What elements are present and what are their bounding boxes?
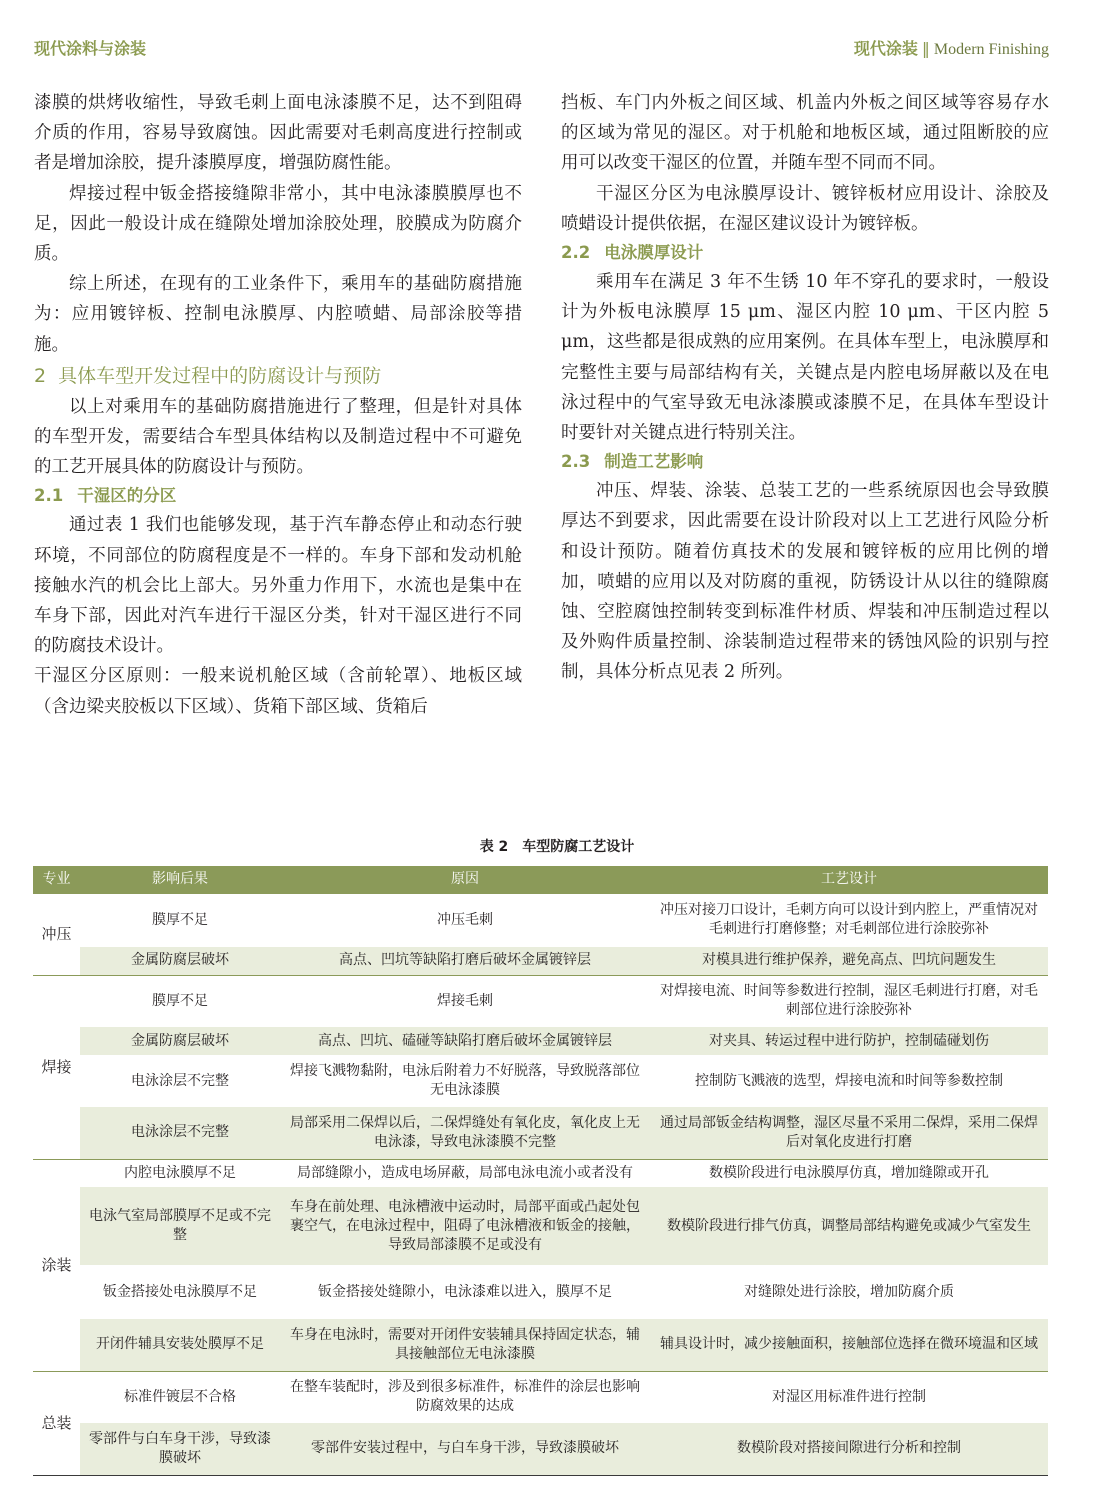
journal-name-en: Modern Finishing <box>933 41 1049 58</box>
table-header-row <box>33 866 1048 893</box>
effect-cell: 膜厚不足 <box>80 893 280 947</box>
subsection-heading <box>561 239 1049 267</box>
table-group <box>33 975 1048 1159</box>
cause-cell: 钣金搭接处缝隙小，电泳漆难以进入，膜厚不足 <box>280 1265 650 1319</box>
paragraph: 焊接过程中钣金搭接缝隙非常小，其中电泳漆膜膜厚也不足，因此一般设计成在缝隙处增加涂胶处理，胶膜成为防腐介质。 <box>34 183 522 265</box>
subsection-heading <box>34 482 522 510</box>
table-row <box>33 1423 1048 1475</box>
table-row <box>33 1319 1048 1371</box>
table-row <box>33 1371 1048 1423</box>
subsection-title: 干湿区的分区 <box>77 486 177 506</box>
cause-cell: 车身在电泳时，需要对开闭件安装辅具保持固定状态，辅具接触部位无电泳漆膜 <box>280 1319 650 1371</box>
table-row <box>33 1027 1048 1055</box>
paragraph: 干湿区分区原则：一般来说机舱区域（含前轮罩）、地板区域（含边梁夹胶板以下区域）、货箱下部区域、货箱后 <box>34 666 522 717</box>
journal-title-right <box>854 36 1049 59</box>
separator: ‖ <box>921 39 930 58</box>
effect-cell: 钣金搭接处电泳膜厚不足 <box>80 1265 280 1319</box>
table-group <box>33 1159 1048 1371</box>
design-cell: 对缝隙处进行涂胶，增加防腐介质 <box>650 1265 1048 1319</box>
table-group <box>33 893 1048 975</box>
design-cell: 数模阶段进行电泳膜厚仿真，增加缝隙或开孔 <box>650 1159 1048 1187</box>
paragraph: 乘用车在满足 3 年不生锈 10 年不穿孔的要求时，一般设计为外板电泳膜厚 15 μm、湿区内腔 10 μm、干区内腔 5 μm，这些都是很成熟的应用案例。在具体车型上，电泳膜厚和完整性主要与局部结构有关，关键点是内腔电场屏蔽以及在电泳过程中的气室导致无电泳漆膜或漆膜不足，在具体车型设计时要针对关键点进行特别关注。 <box>561 272 1049 444</box>
effect-cell: 内腔电泳膜厚不足 <box>80 1159 280 1187</box>
paragraph: 漆膜的烘烤收缩性，导致毛刺上面电泳漆膜不足，达不到阻碍介质的作用，容易导致腐蚀。因此需要对毛刺高度进行控制或者是增加涂胶，提升漆膜厚度，增强防腐性能。 <box>34 93 522 174</box>
design-cell: 冲压对接刀口设计，毛刺方向可以设计到内腔上，严重情况对毛刺进行打磨修整；对毛刺部位进行涂胶弥补 <box>650 893 1048 947</box>
table-row <box>33 1187 1048 1265</box>
design-cell: 通过局部钣金结构调整，湿区尽量不采用二保焊，采用二保焊后对氧化皮进行打磨 <box>650 1107 1048 1159</box>
category-cell: 涂装 <box>33 1159 80 1371</box>
table-group <box>33 1371 1048 1475</box>
section-heading <box>34 360 522 392</box>
subsection-number: 2.3 <box>561 452 591 472</box>
effect-cell: 膜厚不足 <box>80 975 280 1027</box>
effect-cell: 开闭件辅具安装处膜厚不足 <box>80 1319 280 1371</box>
table-row <box>33 893 1048 947</box>
section-title: 具体车型开发过程中的防腐设计与预防 <box>58 364 382 387</box>
subsection-number: 2.1 <box>34 486 64 506</box>
design-cell: 对夹具、转运过程中进行防护，控制磕碰划伤 <box>650 1027 1048 1055</box>
table-row <box>33 947 1048 975</box>
cause-cell: 焊接飞溅物黏附，电泳后附着力不好脱落，导致脱落部位无电泳漆膜 <box>280 1055 650 1107</box>
column-header: 工艺设计 <box>650 866 1048 893</box>
cause-cell: 高点、凹坑、磕碰等缺陷打磨后破坏金属镀锌层 <box>280 1027 650 1055</box>
column-header: 影响后果 <box>80 866 280 893</box>
cause-cell: 局部采用二保焊以后，二保焊缝处有氧化皮，氧化皮上无电泳漆，导致电泳漆膜不完整 <box>280 1107 650 1159</box>
column-header: 专业 <box>33 866 80 893</box>
right-column <box>561 88 1049 688</box>
cause-cell: 冲压毛刺 <box>280 893 650 947</box>
paragraph: 冲压、焊装、涂装、总装工艺的一些系统原因也会导致膜厚达不到要求，因此需要在设计阶段对以上工艺进行风险分析和设计预防。随着仿真技术的发展和镀锌板的应用比例的增加，喷蜡的应用以及对防腐的重视，防锈设计从以往的缝隙腐蚀、空腔腐蚀控制转变到标准件材质、焊装和冲压制造过程以及外购件质量控制、涂装制造过程带来的锈蚀风险的识别与控制，具体分析点见表 2 所列。 <box>561 481 1049 683</box>
category-cell: 冲压 <box>33 893 80 975</box>
paragraph: 干湿区分区为电泳膜厚设计、镀锌板材应用设计、涂胶及喷蜡设计提供依据，在湿区建议设计为镀锌板。 <box>561 183 1049 234</box>
paragraph: 综上所述，在现有的工业条件下，乘用车的基础防腐措施为：应用镀锌板、控制电泳膜厚、内腔喷蜡、局部涂胶等措施。 <box>34 274 522 355</box>
paragraph: 以上对乘用车的基础防腐措施进行了整理，但是针对具体的车型开发，需要结合车型具体结构以及制造过程中不可避免的工艺开展具体的防腐设计与预防。 <box>34 396 522 478</box>
design-cell: 数模阶段对搭接间隙进行分析和控制 <box>650 1423 1048 1475</box>
paragraph: 挡板、车门内外板之间区域、机盖内外板之间区域等容易存水的区域为常见的湿区。对于机舱和地板区域，通过阻断胶的应用可以改变干湿区的位置，并随车型不同而不同。 <box>561 93 1049 174</box>
effect-cell: 标准件镀层不合格 <box>80 1371 280 1423</box>
column-header: 原因 <box>280 866 650 893</box>
subsection-heading <box>561 448 1049 476</box>
effect-cell: 电泳涂层不完整 <box>80 1055 280 1107</box>
left-column <box>34 88 522 722</box>
effect-cell: 电泳气室局部膜厚不足或不完整 <box>80 1187 280 1265</box>
design-cell: 数模阶段进行排气仿真，调整局部结构避免或减少气室发生 <box>650 1187 1048 1265</box>
cause-cell: 焊接毛刺 <box>280 975 650 1027</box>
table-row <box>33 1055 1048 1107</box>
cause-cell: 局部缝隙小，造成电场屏蔽，局部电泳电流小或者没有 <box>280 1159 650 1187</box>
table-caption: 表 2 车型防腐工艺设计 <box>479 839 635 855</box>
table-row <box>33 1107 1048 1159</box>
category-cell: 总装 <box>33 1371 80 1475</box>
effect-cell: 零部件与白车身干涉，导致漆膜破坏 <box>80 1423 280 1475</box>
effect-cell: 金属防腐层破坏 <box>80 947 280 975</box>
design-cell: 控制防飞溅液的选型，焊接电流和时间等参数控制 <box>650 1055 1048 1107</box>
design-cell: 对模具进行维护保养，避免高点、凹坑问题发生 <box>650 947 1048 975</box>
section-number: 2 <box>34 364 47 387</box>
subsection-title: 电泳膜厚设计 <box>604 243 704 263</box>
effect-cell: 电泳涂层不完整 <box>80 1107 280 1159</box>
subsection-number: 2.2 <box>561 243 591 263</box>
journal-title: 现代涂料与涂装 <box>34 39 147 58</box>
cause-cell: 高点、凹坑等缺陷打磨后破坏金属镀锌层 <box>280 947 650 975</box>
table-row <box>33 1265 1048 1319</box>
cause-cell: 车身在前处理、电泳槽液中运动时，局部平面或凸起处包裹空气，在电泳过程中，阻碍了电泳槽液和钣金的接触，导致局部漆膜不足或没有 <box>280 1187 650 1265</box>
subsection-title: 制造工艺影响 <box>604 452 704 472</box>
design-cell: 对焊接电流、时间等参数进行控制，湿区毛刺进行打磨，对毛刺部位进行涂胶弥补 <box>650 975 1048 1027</box>
design-cell: 辅具设计时，减少接触面积，接触部位选择在微环境温和区域 <box>650 1319 1048 1371</box>
cause-cell: 在整车装配时，涉及到很多标准件，标准件的涂层也影响防腐效果的达成 <box>280 1371 650 1423</box>
cause-cell: 零部件安装过程中，与白车身干涉，导致漆膜破坏 <box>280 1423 650 1475</box>
paragraph: 通过表 1 我们也能够发现，基于汽车静态停止和动态行驶环境，不同部位的防腐程度是不一样的。车身下部和发动机舱接触水汽的机会比上部大。另外重力作用下，水流也是集中在车身下部，因此对汽车进行干湿区分类，针对干湿区进行不同的防腐技术设计。 <box>34 515 522 657</box>
process-design-table <box>33 866 1048 1476</box>
table-row <box>33 975 1048 1027</box>
journal-name-cn: 现代涂装 <box>853 39 918 58</box>
table-row <box>33 1159 1048 1187</box>
category-cell: 焊接 <box>33 975 80 1159</box>
design-cell: 对湿区用标准件进行控制 <box>650 1371 1048 1423</box>
effect-cell: 金属防腐层破坏 <box>80 1027 280 1055</box>
